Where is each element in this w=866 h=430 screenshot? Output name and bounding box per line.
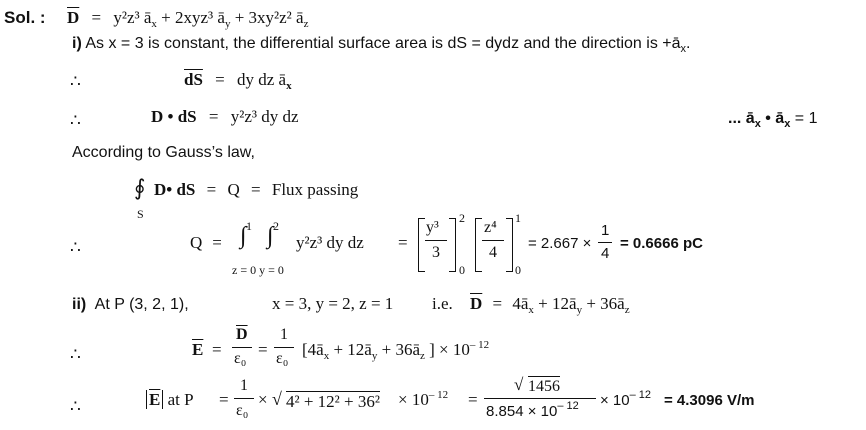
bracket-left-1: [418, 218, 425, 272]
e-vector: $\overline{E}$: [192, 340, 204, 359]
ds-equation: $\overline{dS}$ = dy dz $ā_x$: [184, 70, 292, 92]
sol-label: Sol. :: [4, 8, 46, 27]
part1-statement: i) As x = 3 is constant, the differential surface area is dS = dydz and the direction is $+ā_x$.: [72, 35, 691, 55]
unit-vector-note: ... $ā_x$ • $ā_x = 1$: [728, 110, 818, 130]
therefore-2: ∴: [70, 111, 81, 130]
q-lhs: Q =: [190, 233, 222, 252]
therefore-1: ∴: [70, 72, 81, 91]
e-magnitude-label: $\overline{E}$ at P: [146, 390, 194, 410]
integral-upper-2: 2: [273, 219, 279, 233]
d-definition: $\overline{D} = y^2z^3$ $ā_x + 2xyz^3$ $ā_y + 3xy^2z^2$ $ā_z$: [67, 8, 309, 30]
e-bracket-expr: [$4ā_x$ + $12ā_y$ + $36ā_z$ ] × $10^{- 12}$: [302, 339, 490, 362]
bracket-right-1: [449, 218, 456, 272]
e-result: = 4.3096 V/m: [664, 392, 755, 409]
integral-icon-1: ∫: [240, 223, 247, 249]
therefore-3: ∴: [70, 238, 81, 257]
dot-product-equation: D • dS = y²z³ dy dz: [151, 107, 299, 126]
q-result: = 0.6666 pC: [620, 235, 703, 252]
integral-upper-1: 1: [246, 219, 252, 233]
gauss-equation: D• dS = Q = Flux passing: [154, 180, 359, 199]
integral-lower: z = 0 y = 0: [232, 263, 284, 277]
therefore-5: ∴: [70, 397, 81, 416]
part2-point: ii) At P (3, 2, 1),: [72, 296, 189, 313]
surface-label: S: [137, 207, 144, 221]
sqrt-icon-2: √: [514, 375, 524, 394]
d-vector: $\overline{D}$: [67, 8, 80, 27]
closed-integral-icon: ∮: [134, 175, 146, 200]
therefore-4: ∴: [70, 345, 81, 364]
bracket-left-2: [475, 218, 482, 272]
bracket-right-2: [506, 218, 513, 272]
d-vector-at-p: $\overline{D}$ = $4ā_x$ + $12ā_y$ + $36ā_z$: [470, 294, 630, 316]
integrand: y²z³ dy dz: [296, 233, 364, 252]
sqrt-icon: √: [272, 389, 282, 409]
coords: x = 3, y = 2, z = 1: [272, 294, 394, 313]
gauss-law-text: According to Gauss’s law,: [72, 144, 255, 161]
integral-icon-2: ∫: [267, 223, 274, 249]
